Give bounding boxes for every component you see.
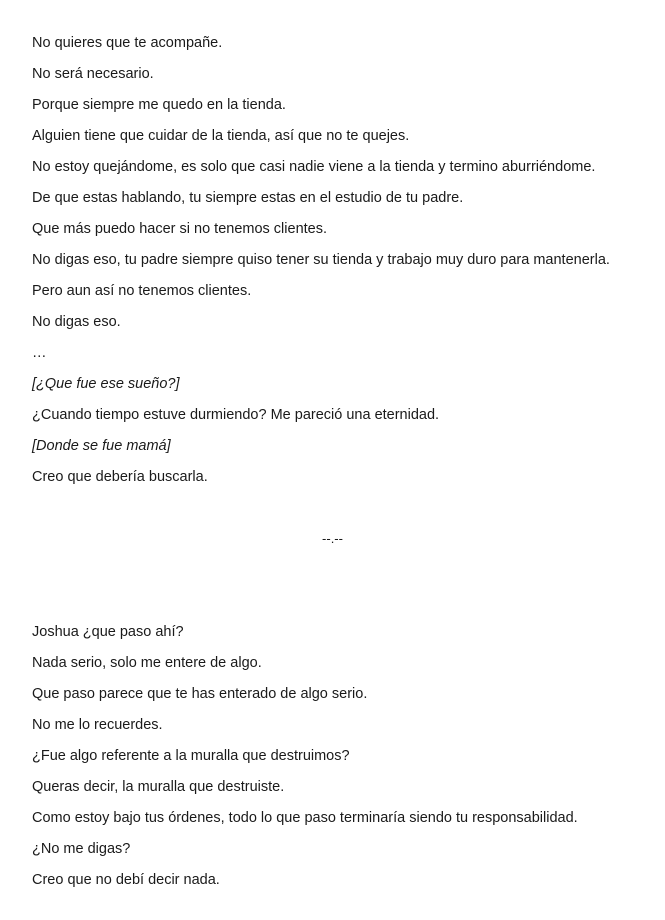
dialogue-line: Como estoy bajo tus órdenes, todo lo que paso terminaría siendo tu responsabilidad. bbox=[32, 810, 578, 826]
dialogue-line: Pero aun así no tenemos clientes. bbox=[32, 283, 252, 299]
dialogue-line: No quieres que te acompañe. bbox=[32, 35, 223, 51]
dialogue-line: No digas eso, tu padre siempre quiso tener su tienda y trabajo muy duro para mantenerla. bbox=[32, 252, 610, 268]
dialogue-line: ¿No me digas? bbox=[32, 841, 131, 857]
dialogue-line: Creo que no debí decir nada. bbox=[32, 872, 220, 888]
dialogue-line: Porque siempre me quedo en la tienda. bbox=[32, 97, 286, 113]
dialogue-line: Joshua ¿que paso ahí? bbox=[32, 624, 184, 640]
dialogue-line: ¿Fue algo referente a la muralla que destruimos? bbox=[32, 748, 350, 764]
dialogue-line: ¿Cuando tiempo estuve durmiendo? Me pareció una eternidad. bbox=[32, 407, 440, 423]
thought-line: [Donde se fue mamá] bbox=[32, 438, 171, 454]
dialogue-line: Que más puedo hacer si no tenemos clientes. bbox=[32, 221, 327, 237]
dialogue-line: Que paso parece que te has enterado de algo serio. bbox=[32, 686, 368, 702]
dialogue-line: No digas eso. bbox=[32, 314, 121, 330]
dialogue-line: Creo que debería buscarla. bbox=[32, 469, 208, 485]
dialogue-line: No me lo recuerdes. bbox=[32, 717, 163, 733]
dialogue-line: No estoy quejándome, es solo que casi nadie viene a la tienda y termino aburriéndome. bbox=[32, 159, 596, 175]
dialogue-line: De que estas hablando, tu siempre estas en el estudio de tu padre. bbox=[32, 190, 464, 206]
thought-line: [¿Que fue ese sueño?] bbox=[32, 376, 180, 392]
scene-separator: --.-- bbox=[322, 531, 343, 546]
dialogue-line: Queras decir, la muralla que destruiste. bbox=[32, 779, 285, 795]
dialogue-line: Nada serio, solo me entere de algo. bbox=[32, 655, 262, 671]
ellipsis-line: … bbox=[32, 345, 47, 361]
dialogue-line: Alguien tiene que cuidar de la tienda, así que no te quejes. bbox=[32, 128, 410, 144]
dialogue-line: No será necesario. bbox=[32, 66, 154, 82]
